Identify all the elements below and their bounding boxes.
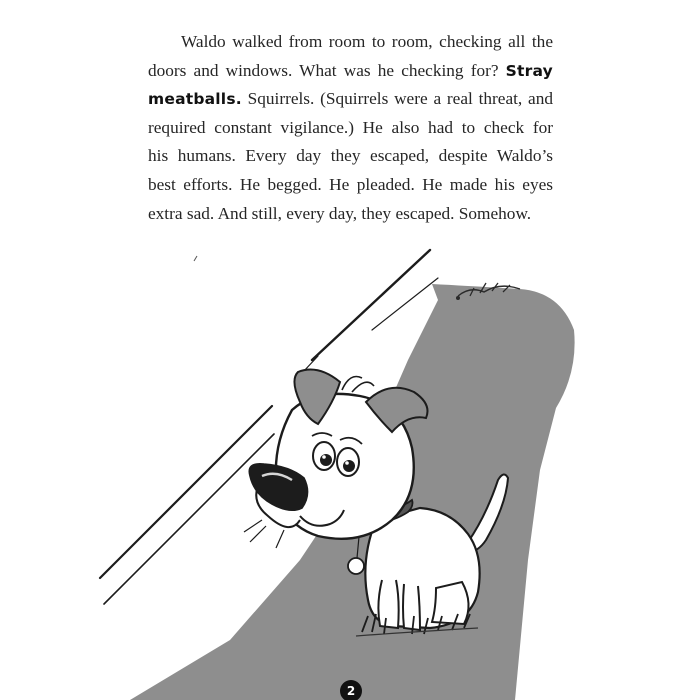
story-line — [148, 85, 553, 114]
door-frame-line — [100, 406, 272, 578]
dog-front-leg — [378, 580, 398, 628]
dog-illustration — [0, 230, 700, 700]
stray-mark — [194, 256, 197, 261]
story-line: extra sad. And still, every day, they escaped. Somehow. — [148, 203, 532, 223]
story-paragraph — [148, 28, 553, 228]
emphasis-text: meatballs. — [148, 90, 242, 109]
page-number-badge: 2 — [340, 680, 362, 700]
dog-right-pupil — [343, 460, 355, 472]
dog-hind-leg — [432, 582, 469, 624]
story-line: his humans. Every day they escaped, despite Waldo’s — [148, 146, 553, 166]
story-line: best efforts. He begged. He pleaded. He made his eyes — [148, 174, 553, 194]
story-line: required constant vigilance.) He also had to check for — [148, 117, 553, 137]
dog-tag — [348, 558, 364, 574]
dog-left-pupil — [320, 454, 332, 466]
emphasis-text: Stray — [505, 61, 553, 80]
dog-head-tuft — [342, 377, 374, 393]
story-text: Squirrels. (Squirrels were a real threat, and — [247, 89, 553, 109]
story-text: doors and windows. What was he checking for? — [148, 60, 499, 80]
shadow-dot — [456, 296, 460, 300]
story-line — [148, 57, 553, 86]
door-frame-line — [312, 250, 430, 360]
door-frame-line — [104, 434, 274, 604]
eye-glint — [322, 455, 326, 459]
dog-front-leg — [403, 584, 420, 630]
eye-glint — [345, 461, 349, 465]
story-line: Waldo walked from room to room, checking all the — [181, 32, 553, 51]
